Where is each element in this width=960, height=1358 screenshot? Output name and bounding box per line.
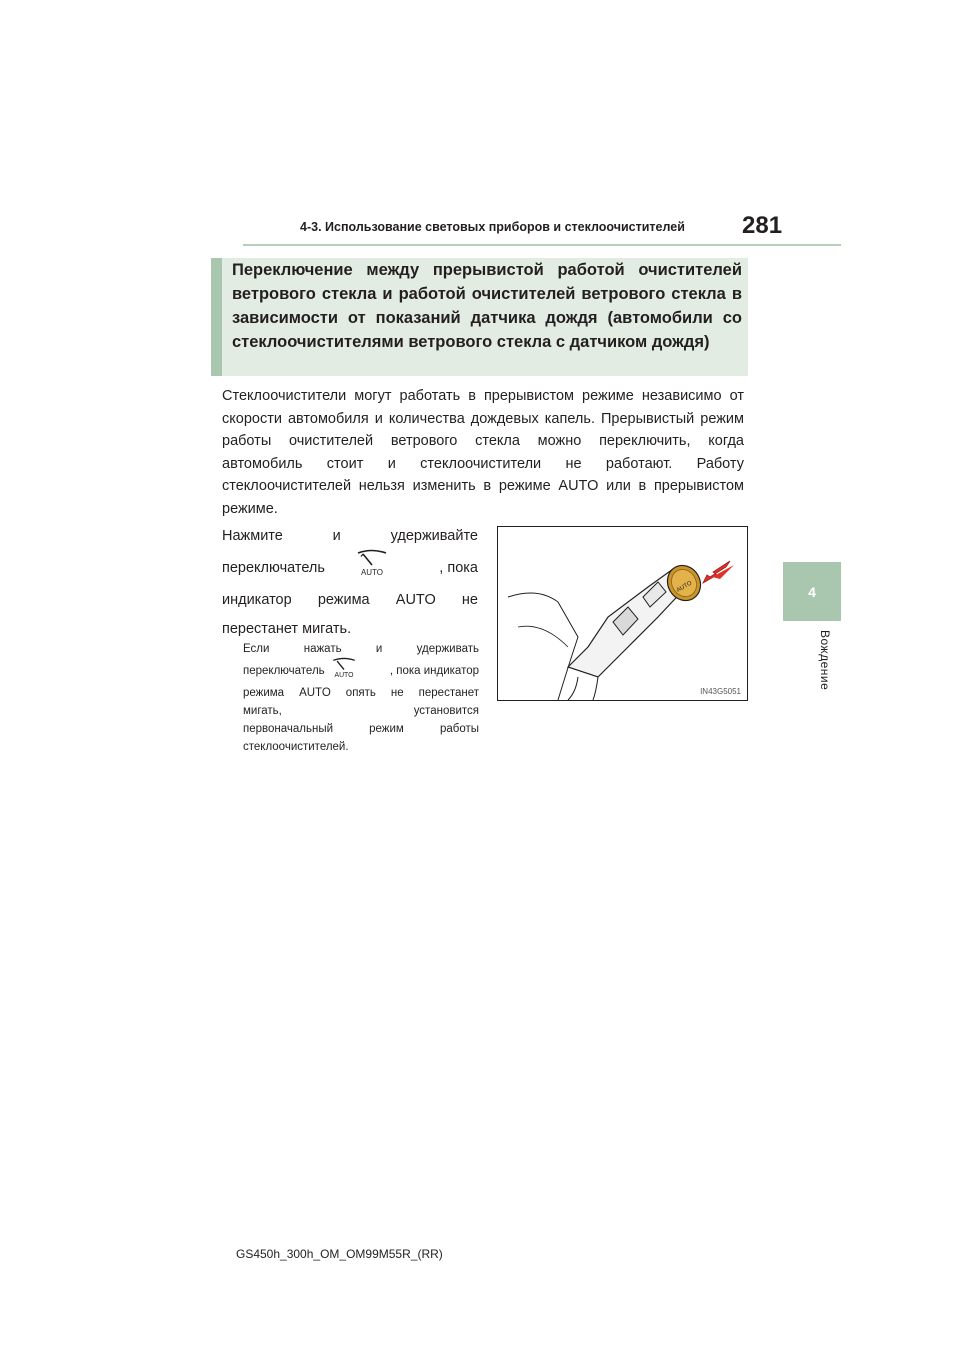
note-text: режим: [369, 723, 404, 735]
body-paragraph: Стеклоочистители могут работать в прерывистом режиме независимо от скорости автомобиля и количества дождевых капель. Прерывистый режим работы очистителей ветрового стекла можно переключить, когда автомобиль стоит и стеклоочистители не работают. Работу стеклоочистителей нельзя изменить в режиме AUTO или в прерывистом режиме.: [222, 388, 744, 517]
instruction-word: , пока: [439, 560, 478, 576]
instruction-word: переключатель: [222, 560, 325, 576]
instruction-line-2: [222, 551, 478, 586]
figure-code: IN43G5051: [700, 687, 741, 696]
side-tab-number: 4: [808, 583, 816, 600]
note: [243, 640, 479, 756]
note-text: установится: [413, 705, 479, 717]
section-title: Переключение между прерывистой работой очистителей ветрового стекла и работой очистителей ветрового стекла в зависимости от показаний датчика дождя (автомобили со стеклоочистителями ветрового стекла с датчиком дождя): [232, 261, 742, 351]
note-text: , пока индикатор: [389, 665, 479, 677]
note-text: работы: [439, 723, 479, 735]
knob-label: AUTO: [675, 580, 694, 594]
instruction-word: Нажмите: [222, 528, 283, 544]
note-line-5: [243, 720, 479, 738]
note-line-2: [243, 658, 479, 684]
instruction-line-3: [222, 586, 478, 615]
instruction-word: удерживайте: [390, 528, 478, 544]
instruction: [222, 522, 478, 644]
note-text: переключатель: [243, 665, 325, 677]
page-number: 281: [742, 212, 783, 239]
section-box: [211, 258, 748, 376]
header-rule: [243, 244, 841, 246]
auto-label: AUTO: [360, 568, 383, 577]
note-text: режима AUTO опять не перестанет: [243, 687, 479, 699]
note-text: мигать,: [243, 705, 282, 717]
note-text: первоначальный: [243, 723, 334, 735]
wiper-auto-icon: [331, 657, 357, 685]
wiper-lever-illustration: [498, 527, 747, 700]
instruction-line-1: [222, 522, 478, 551]
instruction-line-4: перестанет мигать.: [222, 621, 352, 637]
note-text: Если нажать и удерживать: [243, 643, 479, 655]
header-title: 4-3. Использование световых приборов и стеклоочистителей: [300, 220, 685, 234]
note-line-1: [243, 640, 479, 658]
footer-doc-id: GS450h_300h_OM_OM99M55R_(RR): [236, 1247, 443, 1261]
side-tab-label: Вождение: [818, 630, 832, 691]
side-tab: [783, 562, 841, 621]
note-line-4: [243, 702, 479, 720]
note-line-6: стеклоочистителей.: [243, 741, 349, 753]
wiper-switch-figure: [497, 526, 748, 701]
auto-label: AUTO: [334, 672, 354, 679]
instruction-word: и: [332, 528, 341, 544]
wiper-auto-icon: [355, 549, 389, 588]
instruction-text: индикатор режима AUTO не: [222, 592, 478, 608]
note-line-3: [243, 684, 479, 702]
